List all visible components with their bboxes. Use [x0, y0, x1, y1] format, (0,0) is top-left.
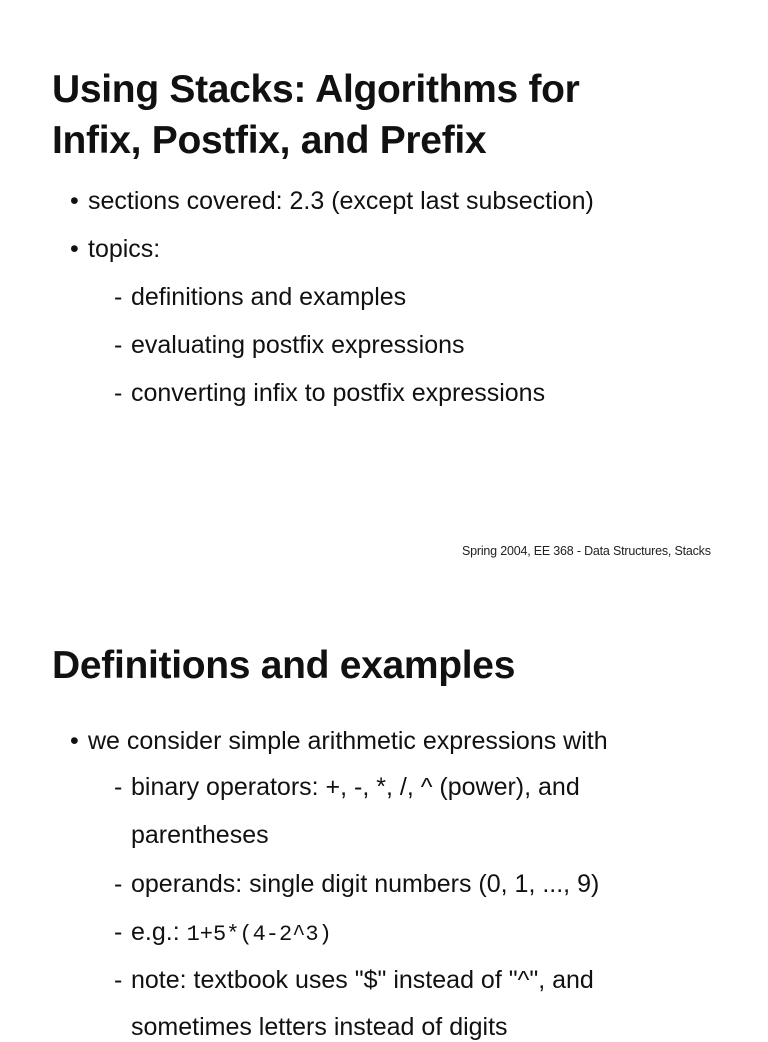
slide-2: [0, 580, 768, 1041]
dash-icon: -: [114, 918, 123, 946]
bullet-icon: •: [70, 235, 79, 263]
bullet-icon: •: [70, 727, 79, 755]
sub-item-text: parentheses: [131, 821, 269, 849]
dash-icon: -: [114, 283, 123, 311]
sub-item-text: operands: single digit numbers (0, 1, ..., 9): [131, 870, 600, 898]
dash-icon: -: [114, 379, 123, 407]
dash-icon: -: [114, 773, 123, 801]
slide-footer: Spring 2004, EE 368 - Data Structures, Stacks: [462, 544, 711, 558]
title-line-1: Using Stacks: Algorithms for: [52, 68, 580, 111]
slide-2-title: Definitions and examples: [52, 644, 516, 687]
title-line-2: Infix, Postfix, and Prefix: [52, 119, 487, 162]
sub-item-text: definitions and examples: [131, 283, 407, 311]
bullet-text: topics:: [88, 235, 161, 263]
dash-icon: -: [114, 966, 123, 994]
dash-icon: -: [114, 870, 123, 898]
example-label: e.g.:: [131, 918, 187, 946]
sub-item-text: binary operators: +, -, *, /, ^ (power), and: [131, 773, 580, 801]
example-expression: 1+5*(4-2^3): [186, 922, 332, 947]
slide-1-title: [52, 64, 580, 166]
sub-item-text: note: textbook uses "$" instead of "^", and: [131, 966, 594, 994]
dash-icon: -: [114, 331, 123, 359]
sub-item-text: [131, 917, 332, 950]
bullet-text: we consider simple arithmetic expressions with: [88, 727, 608, 755]
bullet-icon: •: [70, 187, 79, 215]
bullet-text: sections covered: 2.3 (except last subsection): [88, 187, 594, 215]
sub-item-text: sometimes letters instead of digits: [131, 1013, 508, 1041]
sub-item-text: converting infix to postfix expressions: [131, 379, 546, 407]
sub-item-text: evaluating postfix expressions: [131, 331, 465, 359]
